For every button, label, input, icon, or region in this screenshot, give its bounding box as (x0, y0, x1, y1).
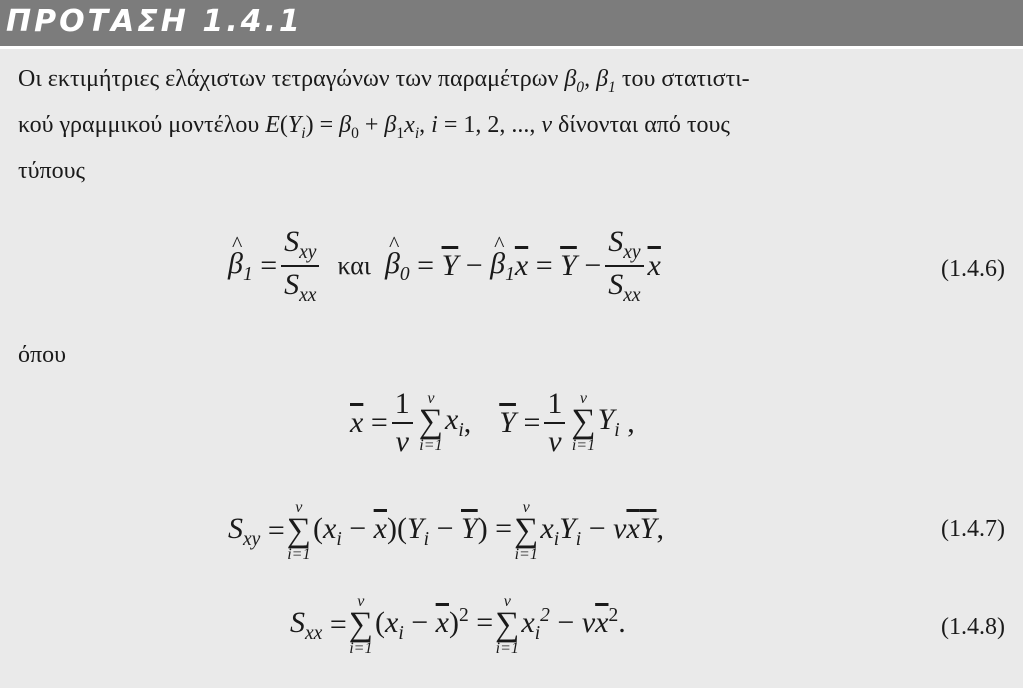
intro-line1-suffix: του στατιστι- (615, 66, 750, 92)
beta-params: $\beta_0$, $\beta_1$ (564, 66, 616, 96)
equation-1-4-6: ^ $\beta_1$ = $\frac{S_{xy}}{S_{xx}}$ και ^ $\beta_0$ = $\overline{Y}$ − ^ $\beta_1$ $\overline{x} = \overline{Y}$ − $\frac{S_{xy}}{S_{xx}}$ $\overline{x}$ (228, 226, 661, 307)
equation-1-4-7: $S_{xy}$ = ν ∑ i=1 $(x_i - \overline{x})(Y_i - \overline{Y})$ = ν ∑ i=1 $x_iY_i - \nu\overline{x}\overline{Y}$, (228, 499, 664, 563)
fraction-sxy-sxx: $\frac{S_{xy}}{S_{xx}}$ (281, 226, 319, 307)
intro-line1-prefix: Οι εκτιμήτριες ελάχιστων τετραγώνων των παραμέτρων (18, 66, 565, 92)
proposition-title: ΠΡΟΤΑΣΗ 1.4.1 (6, 4, 303, 39)
equation-means: $\overline{x}$ = $\frac{1}{\nu}$ ν ∑ i=1 $x_i$ , $\overline{Y}$ = $\frac{1}{\nu}$ ν ∑ i=1 $Y_i$ , (350, 387, 635, 458)
equation-number-1-4-6: (1.4.6) (941, 256, 1005, 282)
intro-line-2 (18, 112, 730, 143)
beta0-hat: ^ $\beta_0$ (385, 247, 410, 286)
header-rule (0, 46, 1023, 49)
equation-number-1-4-7: (1.4.7) (941, 516, 1005, 542)
model-formula: $E(Y_i) = \beta_0 + \beta_1x_i$, i = 1, 2, ..., ν (265, 112, 553, 142)
where-label: όπου (18, 342, 66, 368)
and-word: και (337, 251, 371, 281)
beta1-hat: ^ $\beta_1$ (228, 247, 253, 286)
intro-line2-suffix: δίνονται από τους (552, 112, 730, 138)
equation-1-4-8: $S_{xx}$ = ν ∑ i=1 $(x_i - \overline{x})^2$ = ν ∑ i=1 $x_i^2 - \nu\overline{x}^2$. (290, 593, 626, 657)
intro-line-1 (18, 66, 750, 97)
intro-line2-prefix: κού γραμμικού μοντέλου (18, 112, 266, 138)
proposition-header (0, 0, 1023, 46)
intro-line-3: τύπους (18, 158, 86, 184)
equation-number-1-4-8: (1.4.8) (941, 614, 1005, 640)
